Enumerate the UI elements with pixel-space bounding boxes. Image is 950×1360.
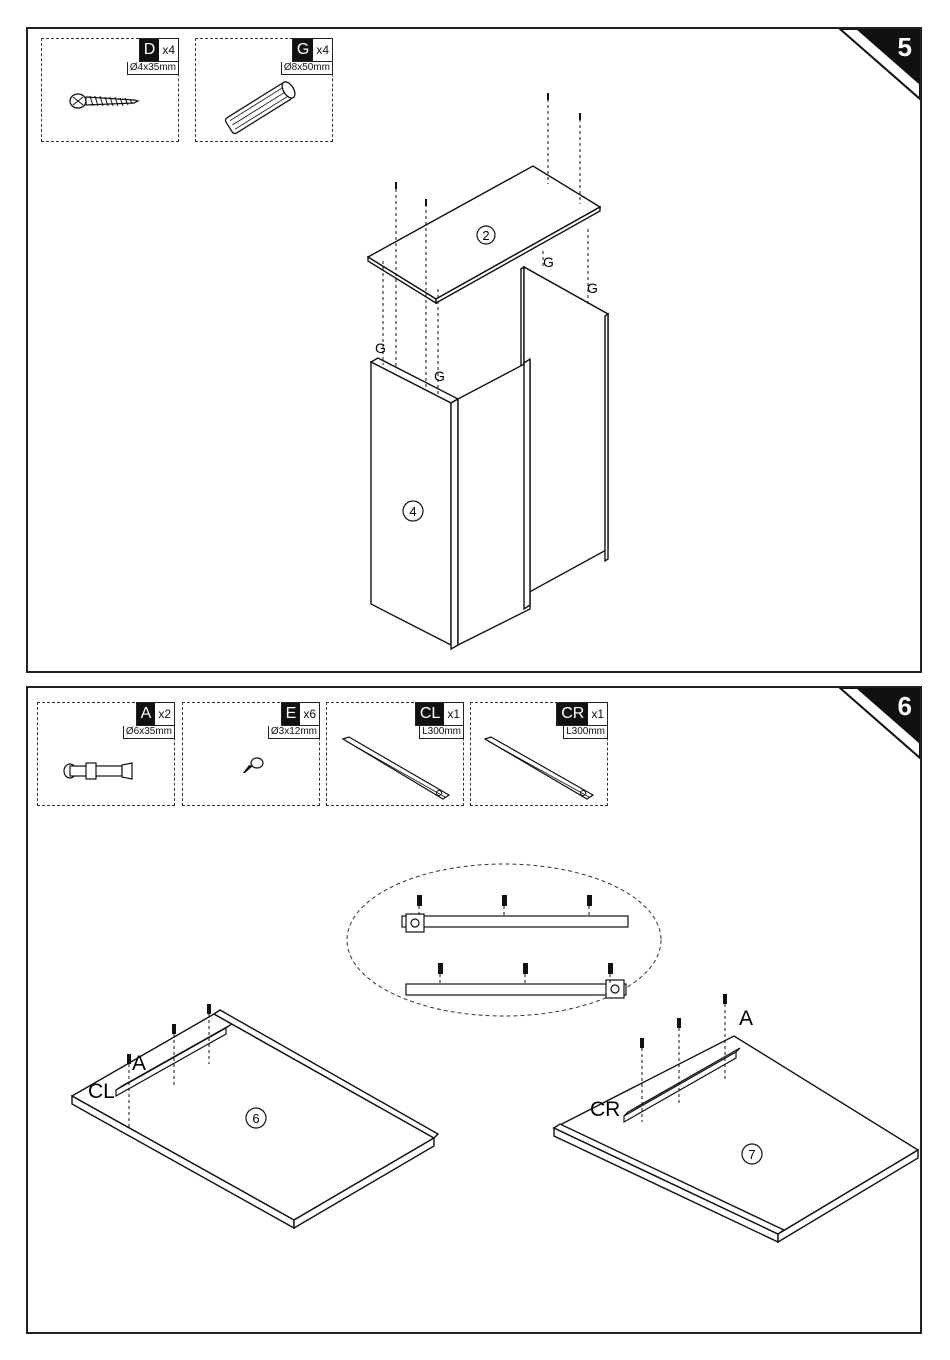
left-panel-label: 6 — [252, 1111, 260, 1126]
part-qty: x1 — [447, 707, 460, 721]
step-number: 6 — [897, 691, 912, 721]
detail-rail-bottom — [406, 980, 626, 998]
side-panel-label: 4 — [409, 504, 417, 519]
cabinet-assembly-drawing — [28, 29, 920, 671]
part-dimension: Ø3x12mm — [268, 726, 320, 739]
left-rail-label: CL — [88, 1080, 115, 1103]
step-6-panel — [26, 686, 922, 1334]
drawer-rail-assembly-drawing — [28, 688, 920, 1332]
part-dimension: Ø8x50mm — [281, 62, 333, 75]
part-dimension: Ø4x35mm — [127, 62, 179, 75]
part-qty: x4 — [316, 43, 329, 57]
part-qty: x2 — [158, 707, 171, 721]
step-5-panel — [26, 27, 922, 673]
dowel-label: G — [434, 368, 445, 384]
right-screws — [640, 994, 727, 1048]
detail-rail-top — [402, 914, 628, 932]
right-panel-label: 7 — [748, 1147, 756, 1162]
part-qty: x1 — [591, 707, 604, 721]
dowel-label: G — [543, 254, 554, 270]
part-id: D — [140, 39, 160, 61]
part-dimension: L300mm — [563, 726, 608, 739]
part-id: CL — [416, 703, 444, 725]
part-qty: x4 — [162, 43, 175, 57]
cam-bolt-label: A — [739, 1007, 754, 1030]
side-panel-4 — [371, 358, 530, 649]
part-qty: x6 — [303, 707, 316, 721]
part-id: CR — [557, 703, 588, 725]
right-rail-label: CR — [590, 1098, 621, 1121]
detail-screws — [417, 895, 613, 974]
cam-bolt-label: A — [132, 1052, 147, 1075]
part-dimension: L300mm — [419, 726, 464, 739]
step-number: 5 — [897, 32, 912, 62]
dowel-label: G — [587, 280, 598, 296]
drawer-side-panel-7 — [554, 1036, 918, 1242]
top-panel-label: 2 — [482, 228, 490, 243]
part-dimension: Ø6x35mm — [123, 726, 175, 739]
part-id: A — [137, 703, 156, 725]
dowel-label: G — [375, 340, 386, 356]
part-id: G — [293, 39, 313, 61]
part-id: E — [282, 703, 301, 725]
back-panel — [521, 267, 608, 597]
